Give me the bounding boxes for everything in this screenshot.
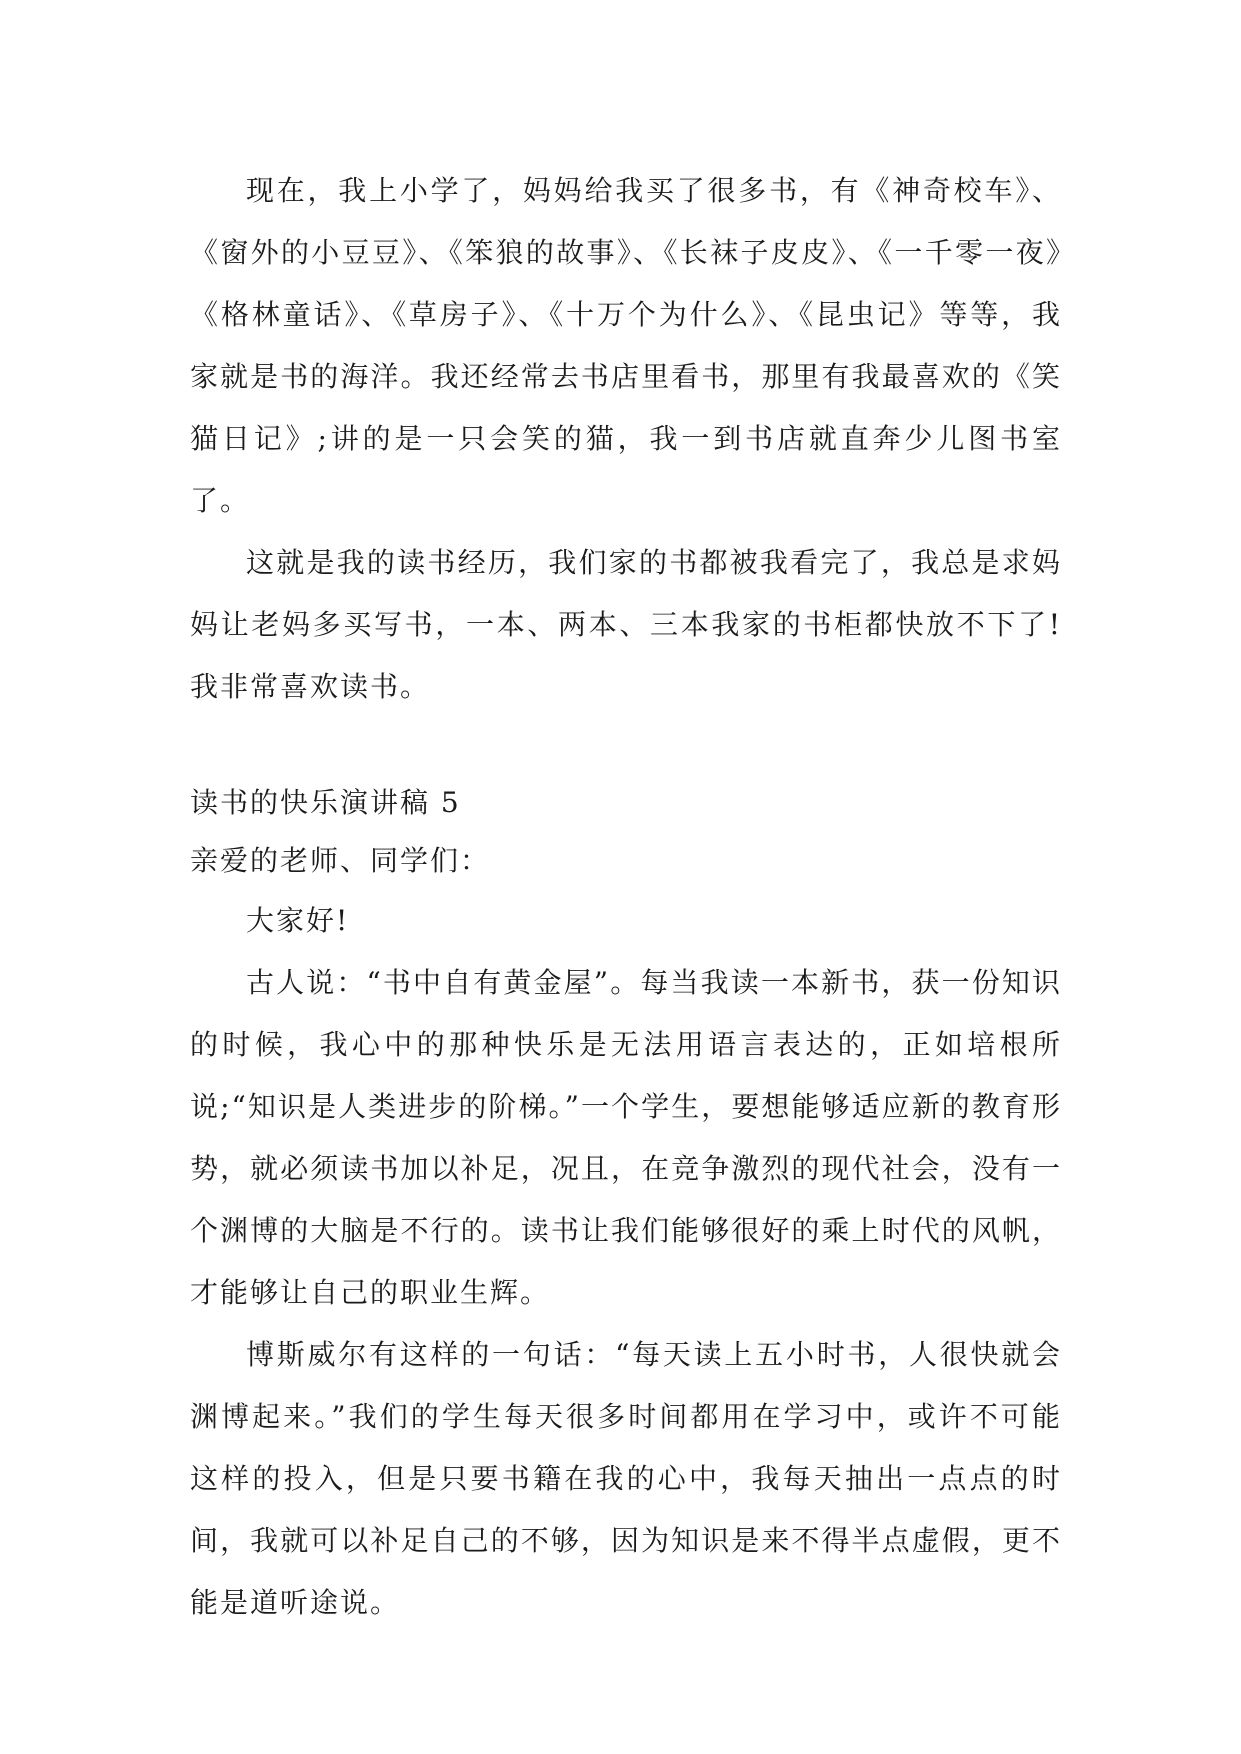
salutation: 亲爱的老师、同学们： bbox=[190, 844, 491, 877]
greeting: 大家好! bbox=[246, 904, 350, 937]
section-speech-5 bbox=[190, 774, 1062, 1634]
document-page bbox=[190, 160, 1062, 1634]
section-reading-experience bbox=[190, 160, 1062, 718]
paragraph: 古人说：“书中自有黄金屋”。每当我读一本新书，获一份知识的时候，我心中的那种快乐是无法用语言表达的，正如培根所说;“知识是人类进步的阶梯。”一个学生，要想能够适应新的教育形势，就必须读书加以补足，况且，在竞争激烈的现代社会，没有一个渊博的大脑是不行的。读书让我们能够很好的乘上时代的风帆，才能够让自己的职业生辉。 bbox=[190, 966, 1062, 1309]
section-gap bbox=[190, 718, 1062, 774]
speech-title: 读书的快乐演讲稿 5 bbox=[190, 786, 461, 819]
paragraph: 这就是我的读书经历，我们家的书都被我看完了，我总是求妈妈让老妈多买写书，一本、两本、三本我家的书柜都快放不下了!我非常喜欢读书。 bbox=[190, 546, 1062, 703]
paragraph: 博斯威尔有这样的一句话：“每天读上五小时书，人很快就会渊博起来。”我们的学生每天很多时间都用在学习中，或许不可能这样的投入，但是只要书籍在我的心中，我每天抽出一点点的时间，我就可以补足自己的不够，因为知识是来不得半点虚假，更不能是道听途说。 bbox=[190, 1338, 1062, 1619]
paragraph: 现在，我上小学了，妈妈给我买了很多书，有《神奇校车》、《窗外的小豆豆》、《笨狼的故事》、《长袜子皮皮》、《一千零一夜》《格林童话》、《草房子》、《十万个为什么》、《昆虫记》等等，我家就是书的海洋。我还经常去书店里看书，那里有我最喜欢的《笑猫日记》;讲的是一只会笑的猫，我一到书店就直奔少儿图书室了。 bbox=[190, 174, 1062, 517]
